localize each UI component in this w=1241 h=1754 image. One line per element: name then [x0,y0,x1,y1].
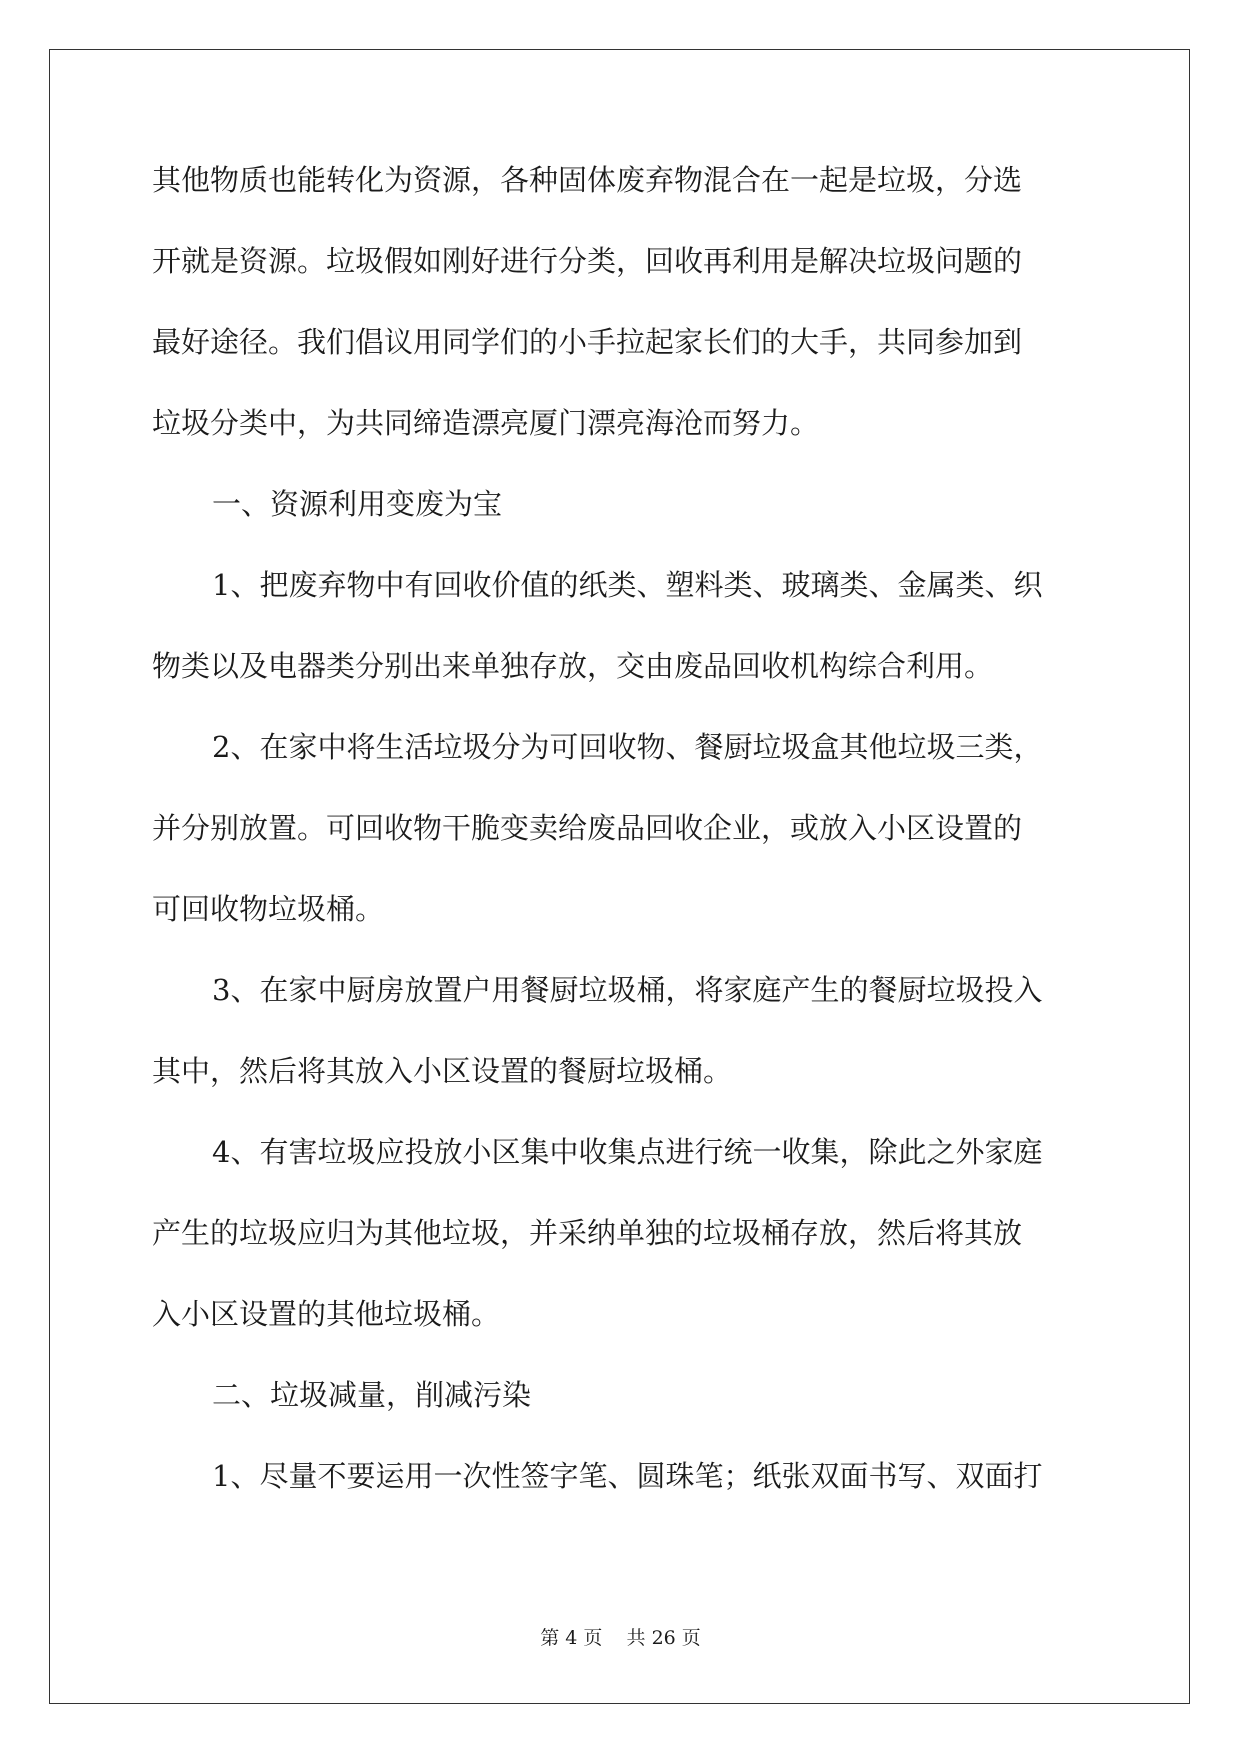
paragraph-line: 1、把废弃物中有回收价值的纸类、塑料类、玻璃类、金属类、织 [212,568,1043,602]
paragraph-line: 最好途径。我们倡议用同学们的小手拉起家长们的大手，共同参加到 [152,325,1023,359]
section-heading: 二、垃圾减量，削减污染 [212,1378,532,1412]
paragraph-line: 3、在家中厨房放置户用餐厨垃圾桶，将家庭产生的餐厨垃圾投入 [212,973,1043,1007]
paragraph-line: 4、有害垃圾应投放小区集中收集点进行统一收集，除此之外家庭 [212,1135,1043,1169]
paragraph-line: 其他物质也能转化为资源，各种固体废弃物混合在一起是垃圾，分选 [152,163,1023,197]
paragraph-line: 1、尽量不要运用一次性签字笔、圆珠笔；纸张双面书写、双面打 [212,1459,1043,1493]
section-heading: 一、资源利用变废为宝 [212,487,503,521]
paragraph-line: 产生的垃圾应归为其他垃圾，并采纳单独的垃圾桶存放，然后将其放 [152,1216,1023,1250]
paragraph-line: 垃圾分类中，为共同缔造漂亮厦门漂亮海沧而努力。 [152,406,820,440]
paragraph-line: 其中，然后将其放入小区设置的餐厨垃圾桶。 [152,1054,733,1088]
paragraph-line: 并分别放置。可回收物干脆变卖给废品回收企业，或放入小区设置的 [152,811,1023,845]
paragraph-line: 开就是资源。垃圾假如刚好进行分类，回收再利用是解决垃圾问题的 [152,244,1023,278]
paragraph-line: 2、在家中将生活垃圾分为可回收物、餐厨垃圾盒其他垃圾三类， [212,730,1043,764]
paragraph-line: 入小区设置的其他垃圾桶。 [152,1297,501,1331]
page-number-footer: 第 4 页 共 26 页 [540,1627,701,1649]
paragraph-line: 可回收物垃圾桶。 [152,892,385,926]
paragraph-line: 物类以及电器类分别出来单独存放，交由废品回收机构综合利用。 [152,649,994,683]
